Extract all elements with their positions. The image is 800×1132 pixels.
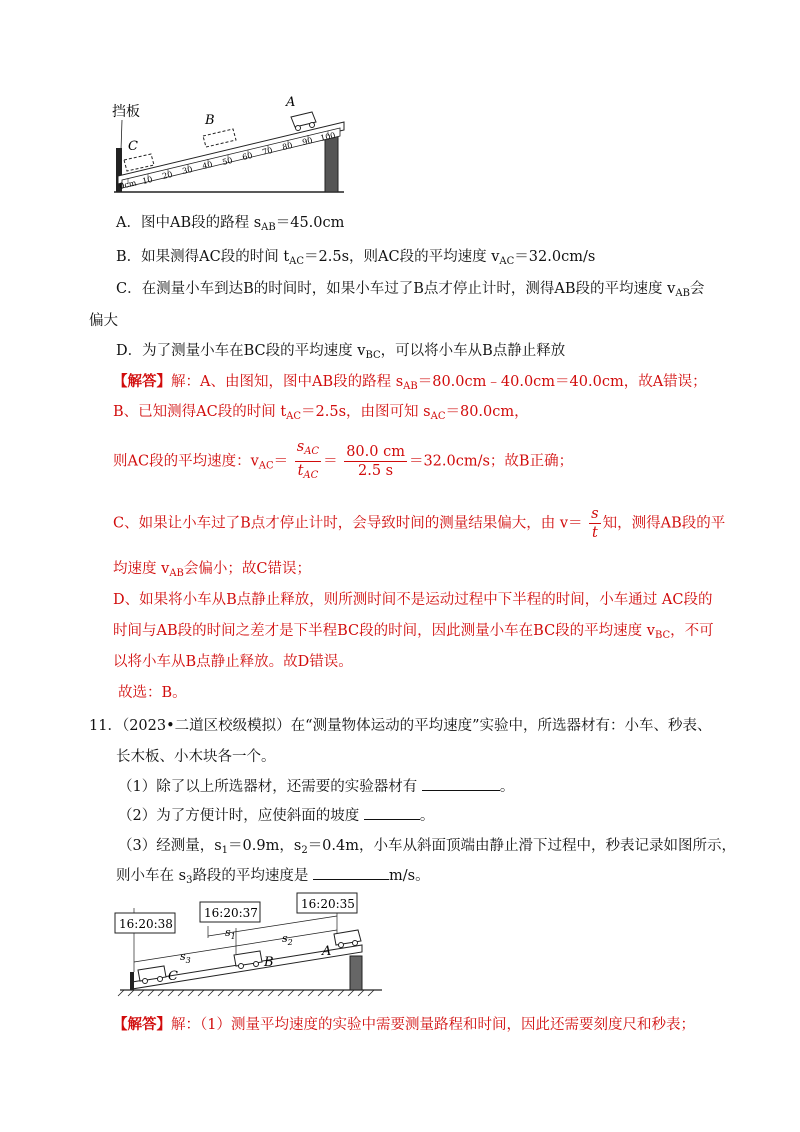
stopwatch-a: 16:20:35 [301,897,355,911]
point-c-label: C [168,969,178,984]
segment-s3-label: $s_3$ [180,950,191,965]
svg-text:20: 20 [161,169,174,181]
stopwatch-b: 16:20:37 [204,906,258,920]
option-b: B．如果测得AC段的时间 $t_{AC}=2.5s$，则AC段的平均速度 $v_{AC}=32.0cm/s$ [116,249,596,267]
option-a: A．图中AB段的路程 $s_{AB}=45.0cm$ [116,215,345,233]
svg-text:40: 40 [201,159,214,171]
option-c-cont: 偏大 [89,313,118,329]
point-b-label: B [264,955,274,970]
fraction-s-over-t: $\frac{s_{AC}}{t_{AC}}$ [296,439,320,481]
answer10-line-c: C、如果让小车过了B点才停止计时，会导致时间的测量结果偏大，由 v＝ $\frac{s}{t}$ 知，测得AB段的平 [113,506,726,541]
svg-text:80: 80 [281,140,294,152]
q11-part3: （3）经测量，$s_1=0.9m$，$s_2=0.4m$，小车从斜面顶端由静止滑下过程中，秒表记录如图所示， [118,838,736,856]
option-d: D．为了测量小车在BC段的平均速度 $v_{BC}$，可以将小车从B点静止释放 [116,343,566,361]
answer10-line-a: 【解答】解：A、由图知，图中AB段的路程 $s_{AB}=80.0cm﹣40.0cm=40.0cm$，故A错误； [113,373,707,392]
fraction-v: $\frac{s}{t}$ [591,506,599,541]
svg-text:100: 100 [319,130,337,143]
point-a-label: A [322,944,332,959]
svg-text:0cm: 0cm [118,178,138,191]
svg-text:50: 50 [221,155,234,167]
q11-part3-cont: 则小车在 $s_3$路段的平均速度是 m/s。 [116,868,430,886]
segment-s1-label: $s_1$ [225,926,236,941]
point-b-label: B [205,113,215,128]
svg-text:30: 30 [181,164,194,176]
svg-text:10: 10 [141,174,154,186]
answer10-line-d3: 以将小车从B点静止释放。故D错误。 [113,654,353,670]
option-c: C．在测量小车到达B的时间时，如果小车过了B点才停止计时，测得AB段的平均速度 $v_{AB}$会 [116,281,705,299]
fraction-values: $\frac{80.0 cm}{2.5 s}$ [346,444,405,479]
segment-s2-label: $s_2$ [282,932,293,947]
answer10-line-c2: 均速度 $v_{AB}$会偏小；故C错误； [113,561,311,579]
answer10-line-d2: 时间与AB段的时间之差才是下半程BC段的时间，因此测量小车在BC段的平均速度 $v_{BC}$，不可 [113,623,714,641]
answer10-line-d1: D、如果将小车从B点静止释放，则所测时间不是运动过程中下半程的时间，小车通过 AC段的 [113,592,713,608]
incline-ruler-figure [108,92,358,196]
q11-part1: （1）除了以上所选器材，还需要的实验器材有 。 [118,779,515,795]
car-a-icon [334,930,361,948]
answer10-final: 故选：B。 [118,685,187,701]
svg-text:90: 90 [301,135,314,147]
answer10-line-b: B、已知测得AC段的时间 $t_{AC}=2.5s$，由图可知 $s_{AC}=80.0cm$， [113,404,529,422]
svg-text:60: 60 [241,150,254,162]
q11-part2: （2）为了方便计时，应使斜面的坡度 。 [118,808,435,824]
q11-line1: 11．（2023•二道区校级模拟）在“测量物体运动的平均速度”实验中，所选器材有：小车、秒表、 [89,718,712,734]
point-c-label: C [128,139,138,154]
board-label: 挡板 [112,104,140,120]
car-b-icon [203,129,236,147]
car-a-icon [291,112,316,131]
answer11-line1: 【解答】解：（1）测量平均速度的实验中需要测量路程和时间，因此还需要刻度尺和秒表； [113,1016,695,1033]
point-a-label: A [286,95,296,110]
incline-stopwatch-figure [112,890,387,1000]
q11-line2: 长木板、小木块各一个。 [116,749,276,765]
svg-text:70: 70 [261,145,274,157]
ruler-tick-labels [118,131,336,191]
stopwatch-c: 16:20:38 [119,917,173,931]
answer10-line-b2: 则AC段的平均速度：$v_{AC}=$ $\frac{s_{AC}}{t_{AC}}$ ＝ $\frac{80.0 cm}{2.5 s}$ ＝32.0cm/s；故B正确； [113,438,573,485]
